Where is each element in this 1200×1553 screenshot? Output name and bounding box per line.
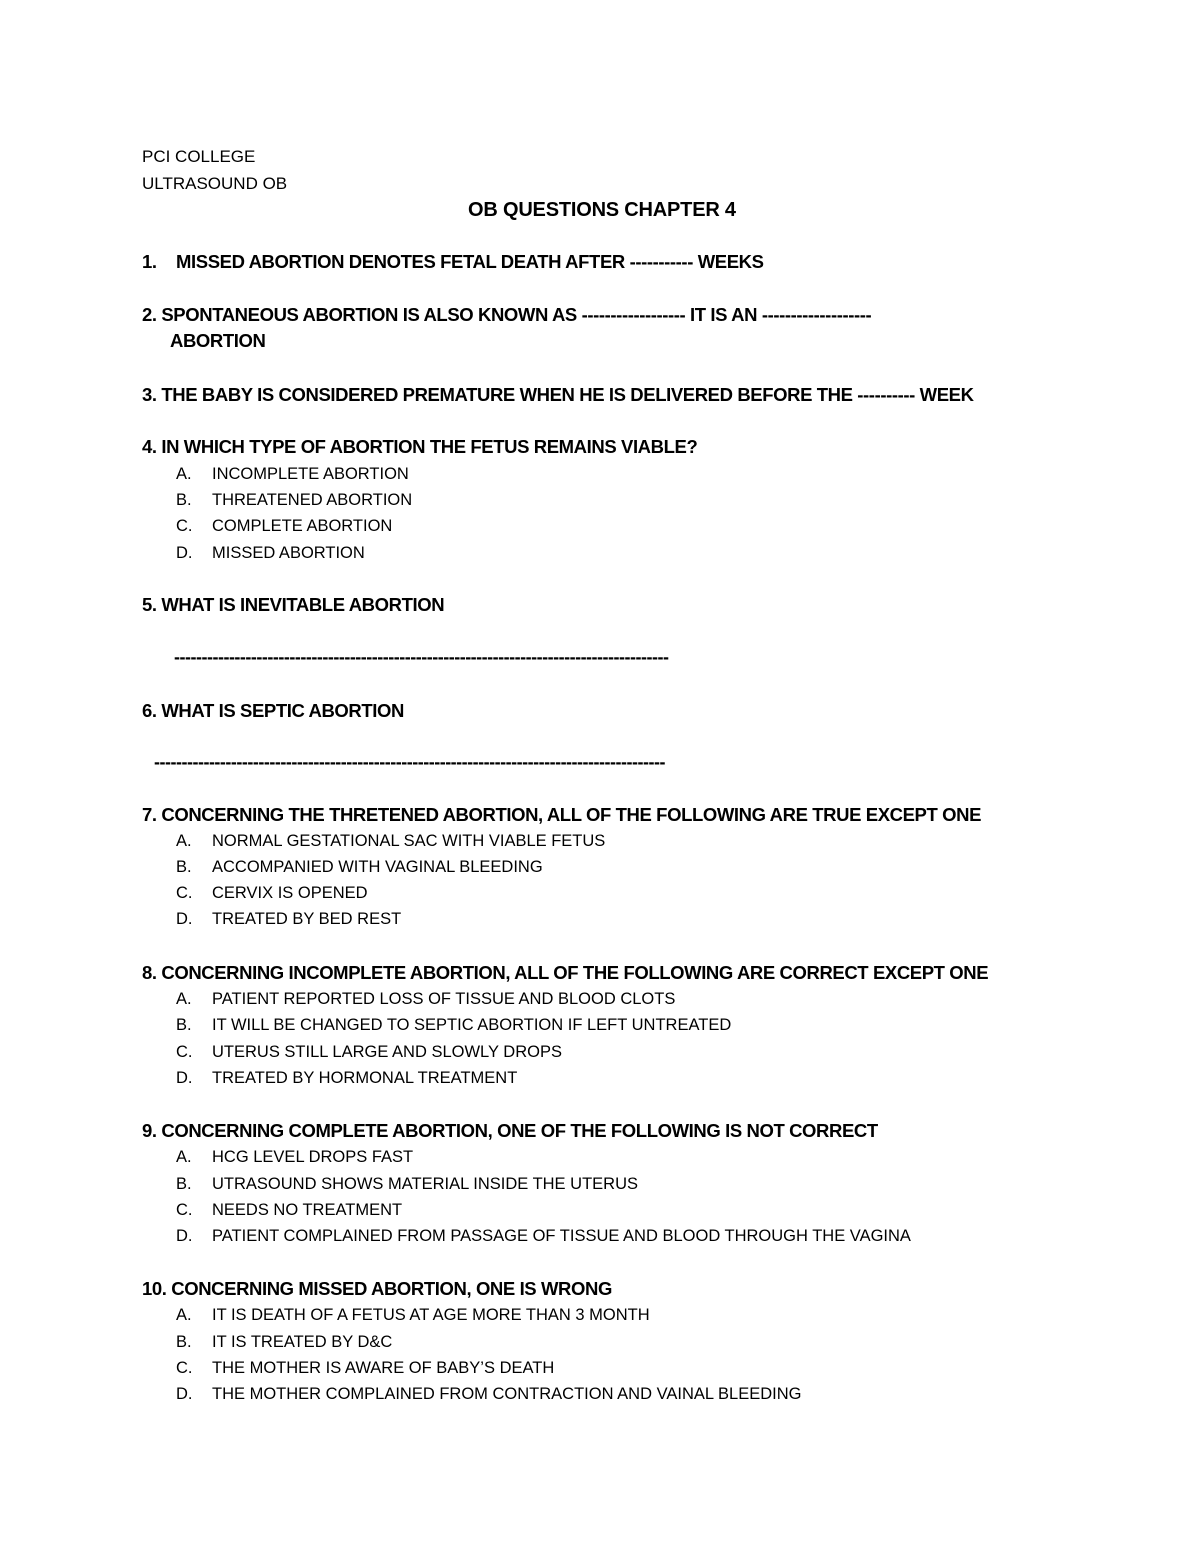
option-text: PATIENT COMPLAINED FROM PASSAGE OF TISSUE AND BLOOD THROUGH THE VAGINA bbox=[212, 1227, 911, 1245]
option-letter: A. bbox=[176, 990, 192, 1008]
institution-name: PCI COLLEGE bbox=[142, 147, 256, 166]
option-letter: A. bbox=[176, 1148, 192, 1166]
question-1-text: MISSED ABORTION DENOTES FETAL DEATH AFTER ----------- WEEKS bbox=[176, 251, 764, 272]
course-name: ULTRASOUND OB bbox=[142, 174, 288, 193]
option-text: INCOMPLETE ABORTION bbox=[212, 465, 409, 483]
option-text: UTRASOUND SHOWS MATERIAL INSIDE THE UTERUS bbox=[212, 1175, 638, 1193]
option-text: ACCOMPANIED WITH VAGINAL BLEEDING bbox=[212, 858, 543, 876]
option-letter: B. bbox=[176, 1016, 192, 1034]
option-letter: C. bbox=[176, 1043, 193, 1061]
option-letter: A. bbox=[176, 832, 192, 850]
option-text: UTERUS STILL LARGE AND SLOWLY DROPS bbox=[212, 1043, 562, 1061]
question-2-continuation: ABORTION bbox=[170, 330, 266, 351]
option-letter: C. bbox=[176, 884, 193, 902]
option-letter: D. bbox=[176, 544, 193, 562]
option-letter: C. bbox=[176, 1359, 193, 1377]
option-text: THE MOTHER COMPLAINED FROM CONTRACTION AND VAINAL BLEEDING bbox=[212, 1385, 802, 1403]
option-letter: C. bbox=[176, 1201, 193, 1219]
option-text: PATIENT REPORTED LOSS OF TISSUE AND BLOOD CLOTS bbox=[212, 990, 676, 1008]
question-1-number: 1. bbox=[142, 251, 157, 272]
option-letter: D. bbox=[176, 1069, 193, 1087]
option-letter: C. bbox=[176, 517, 193, 535]
question-8: 8. CONCERNING INCOMPLETE ABORTION, ALL OF THE FOLLOWING ARE CORRECT EXCEPT ONE bbox=[142, 962, 989, 983]
question-7: 7. CONCERNING THE THRETENED ABORTION, ALL OF THE FOLLOWING ARE TRUE EXCEPT ONE bbox=[142, 804, 982, 825]
option-text: NORMAL GESTATIONAL SAC WITH VIABLE FETUS bbox=[212, 832, 606, 850]
option-text: THREATENED ABORTION bbox=[212, 491, 413, 509]
option-letter: B. bbox=[176, 858, 192, 876]
question-4: 4. IN WHICH TYPE OF ABORTION THE FETUS REMAINS VIABLE? bbox=[142, 436, 698, 457]
option-text: TREATED BY BED REST bbox=[212, 910, 402, 928]
option-text: THE MOTHER IS AWARE OF BABY’S DEATH bbox=[212, 1359, 555, 1377]
question-3: 3. THE BABY IS CONSIDERED PREMATURE WHEN HE IS DELIVERED BEFORE THE ---------- WEEK bbox=[142, 384, 974, 405]
question-9: 9. CONCERNING COMPLETE ABORTION, ONE OF THE FOLLOWING IS NOT CORRECT bbox=[142, 1120, 878, 1141]
option-letter: A. bbox=[176, 1306, 192, 1324]
option-text: HCG LEVEL DROPS FAST bbox=[212, 1148, 414, 1166]
question-1 bbox=[142, 251, 764, 272]
question-5-answer-blank: ------------------------------------------------------------------------------------------ bbox=[174, 647, 669, 667]
option-text: TREATED BY HORMONAL TREATMENT bbox=[212, 1069, 518, 1087]
option-text: CERVIX IS OPENED bbox=[212, 884, 368, 902]
question-5: 5. WHAT IS INEVITABLE ABORTION bbox=[142, 594, 445, 615]
question-6-answer-blank: --------------------------------------------------------------------------------------------- bbox=[154, 752, 665, 772]
option-text: MISSED ABORTION bbox=[212, 544, 365, 562]
option-text: NEEDS NO TREATMENT bbox=[212, 1201, 403, 1219]
option-text: IT IS TREATED BY D&C bbox=[212, 1333, 393, 1351]
option-letter: B. bbox=[176, 1333, 192, 1351]
option-text: IT WILL BE CHANGED TO SEPTIC ABORTION IF LEFT UNTREATED bbox=[212, 1016, 732, 1034]
option-letter: B. bbox=[176, 1175, 192, 1193]
option-letter: A. bbox=[176, 465, 192, 483]
option-text: IT IS DEATH OF A FETUS AT AGE MORE THAN 3 MONTH bbox=[212, 1306, 650, 1324]
question-6: 6. WHAT IS SEPTIC ABORTION bbox=[142, 700, 404, 721]
option-letter: B. bbox=[176, 491, 192, 509]
option-text: COMPLETE ABORTION bbox=[212, 517, 393, 535]
page-title: OB QUESTIONS CHAPTER 4 bbox=[468, 199, 736, 221]
option-letter: D. bbox=[176, 910, 193, 928]
question-10: 10. CONCERNING MISSED ABORTION, ONE IS WRONG bbox=[142, 1278, 612, 1299]
option-letter: D. bbox=[176, 1227, 193, 1245]
option-letter: D. bbox=[176, 1385, 193, 1403]
question-2: 2. SPONTANEOUS ABORTION IS ALSO KNOWN AS ------------------ IT IS AN ------------------- bbox=[142, 304, 872, 325]
